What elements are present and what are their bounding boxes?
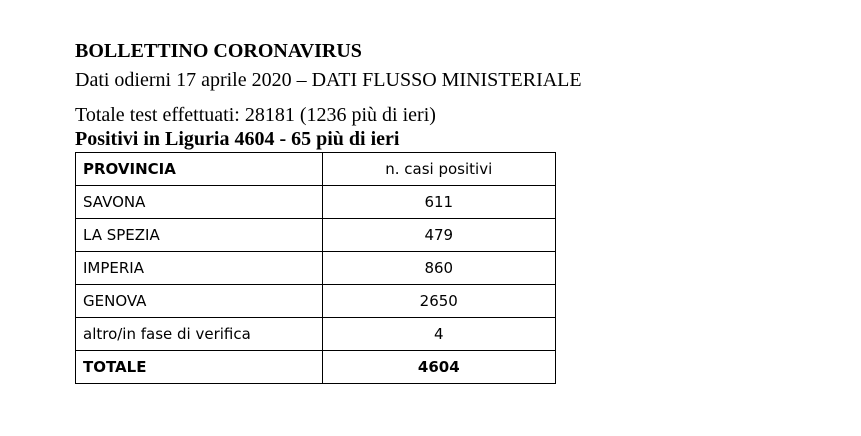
provincia-cell: GENOVA [76,285,323,318]
date-line: Dati odierni 17 aprile 2020 – DATI FLUSSO MINISTERIALE [75,69,582,91]
tests-line: Totale test effettuati: 28181 (1236 più di ieri) [75,104,436,126]
casi-cell: 611 [322,186,555,219]
casi-cell: 860 [322,252,555,285]
table-row [76,252,556,285]
table-row [76,186,556,219]
header-casi: n. casi positivi [322,153,555,186]
total-value: 4604 [322,351,555,384]
bulletin-document [75,39,582,384]
provincia-cell: LA SPEZIA [76,219,323,252]
provincia-cell: IMPERIA [76,252,323,285]
table-row [76,219,556,252]
total-label: TOTALE [76,351,323,384]
positives-line: Positivi in Liguria 4604 - 65 più di ieri [75,128,400,150]
casi-cell: 2650 [322,285,555,318]
header-provincia: PROVINCIA [76,153,323,186]
cases-table [75,152,556,384]
table-total-row [76,351,556,384]
table-header-row [76,153,556,186]
provincia-cell: SAVONA [76,186,323,219]
casi-cell: 479 [322,219,555,252]
casi-cell: 4 [322,318,555,351]
provincia-cell: altro/in fase di verifica [76,318,323,351]
table-row [76,318,556,351]
document-title: BOLLETTINO CORONAVIRUS [75,40,362,62]
table-row [76,285,556,318]
